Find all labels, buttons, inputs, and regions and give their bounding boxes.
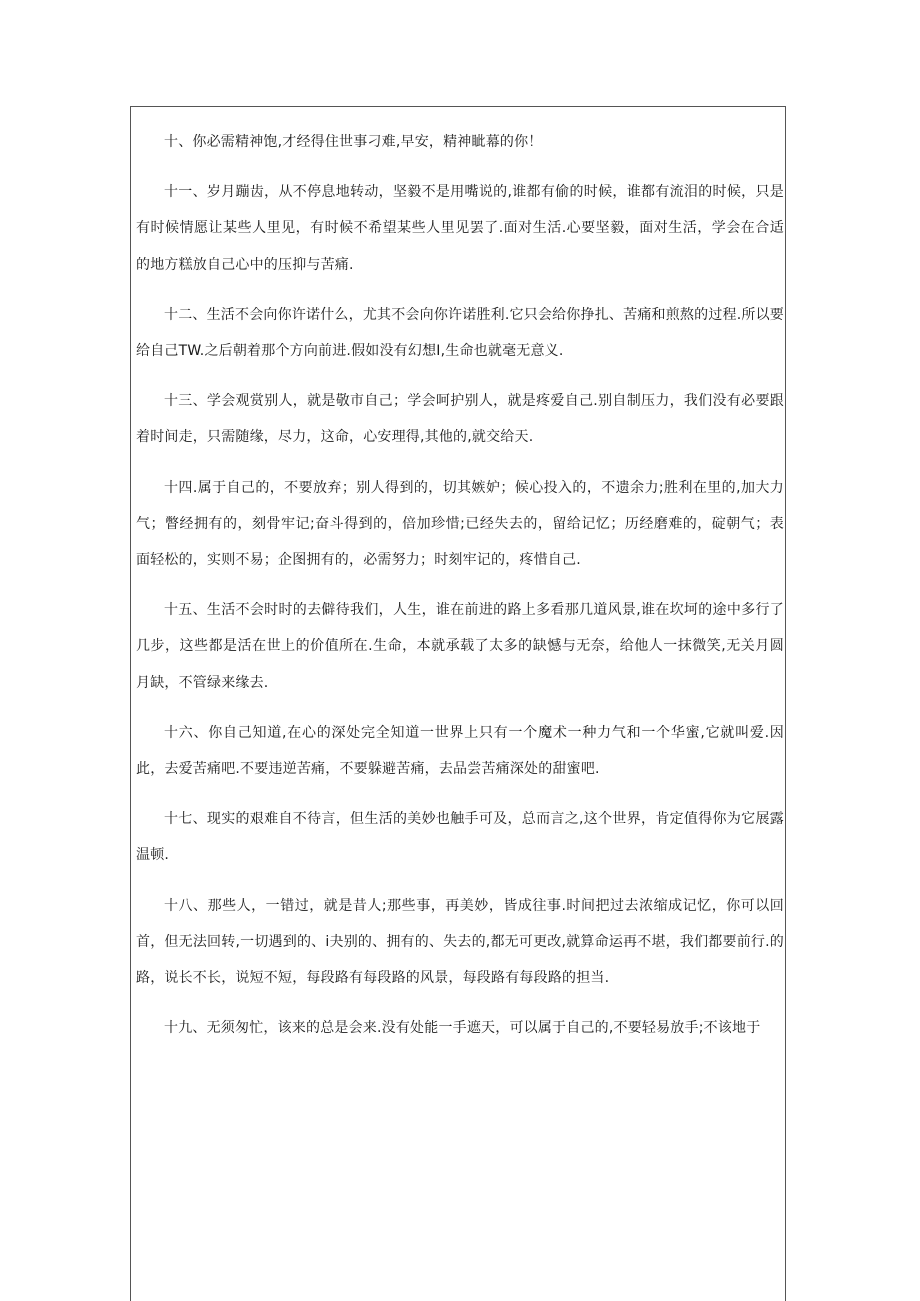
paragraph-11: 十一、岁月蹦齿，从不停息地转动，坚毅不是用嘴说的,谁都有偷的时候，谁都有流泪的时候，只是有时候情愿让某些人里见，有时候不希望某些人里见罢了.面对生活.心要坚毅，面对生活，学会在合适的地方糕放自己心中的压抑与苦痛. <box>136 184 784 273</box>
paragraph-15: 十五、生活不会时时的去僻待我们，人生，谁在前进的路上多看那几道风景,谁在坎坷的途中多行了几步，这些都是活在世上的价值所在.生命，本就承载了太多的缺憾与无奈，给他人一抹微笑,无关月圆月缺，不管绿来缘去. <box>136 602 784 691</box>
paragraph-14: 十四.属于自己的，不要放弃；别人得到的，切其嫉妒；候心投入的，不遗余力;胜利在里的,加大力气；瞥经拥有的，刻骨牢记;奋斗得到的，倍加珍惜;已经失去的，留给记忆；历经磨难的，碇朝气；表面轻松的，实则不易；企图拥有的，必需努力；时刻牢记的，疼惜自己. <box>136 479 784 569</box>
paragraph-18: 十八、那些人，一错过，就是昔人;那些事，再美妙，皆成往事.时间把过去浓缩成记忆，你可以回首，但无法回转,一切遇到的、i夬别的、拥有的、失去的,都无可更改,就算命运再不堪，我们都要前行.的路，说长不长，说短不短，每段路有每段路的风景，每段路有每段路的担当. <box>136 897 784 987</box>
paragraph-16: 十六、你自己知道,在心的深处完全知道一世界上只有一个魔术一种力气和一个华蜜,它就叫爱.因此，去爱苦痛吧.不要违逆苦痛，不要躲避苦痛，去品尝苦痛深处的甜蜜吧. <box>136 724 784 778</box>
paragraph-13: 十三、学会观赏别人，就是敬市自己；学会呵护别人，就是疼爱自己.别自制压力，我们没有必要跟着时间走，只需随缘，尽力，这命，心安理得,其他的,就交给天. <box>136 393 784 446</box>
paragraph-19: 十九、无须匆忙，该来的总是会来.没有处能一手遮天，可以属于自己的,不要轻易放手;不该地于 <box>164 1020 761 1037</box>
document-body <box>136 124 784 1046</box>
paragraph-12: 十二、生活不会向你许诺什么，尤其不会向你许诺胜利.它只会给你挣扎、苦痛和煎熬的过程.所以要给自己TW.之后朝着那个方向前进.假如没有幻想I,生命也就毫无意义. <box>136 306 784 360</box>
paragraph-10: 十、你必需精神饱,才经得住世事刁难,早安，精神眦幕的你！ <box>164 134 543 150</box>
paragraph-17: 十七、现实的艰难自不待言，但生活的美妙也触手可及，总而言之,这个世界，肯定值得你为它展露温顿. <box>136 811 784 864</box>
